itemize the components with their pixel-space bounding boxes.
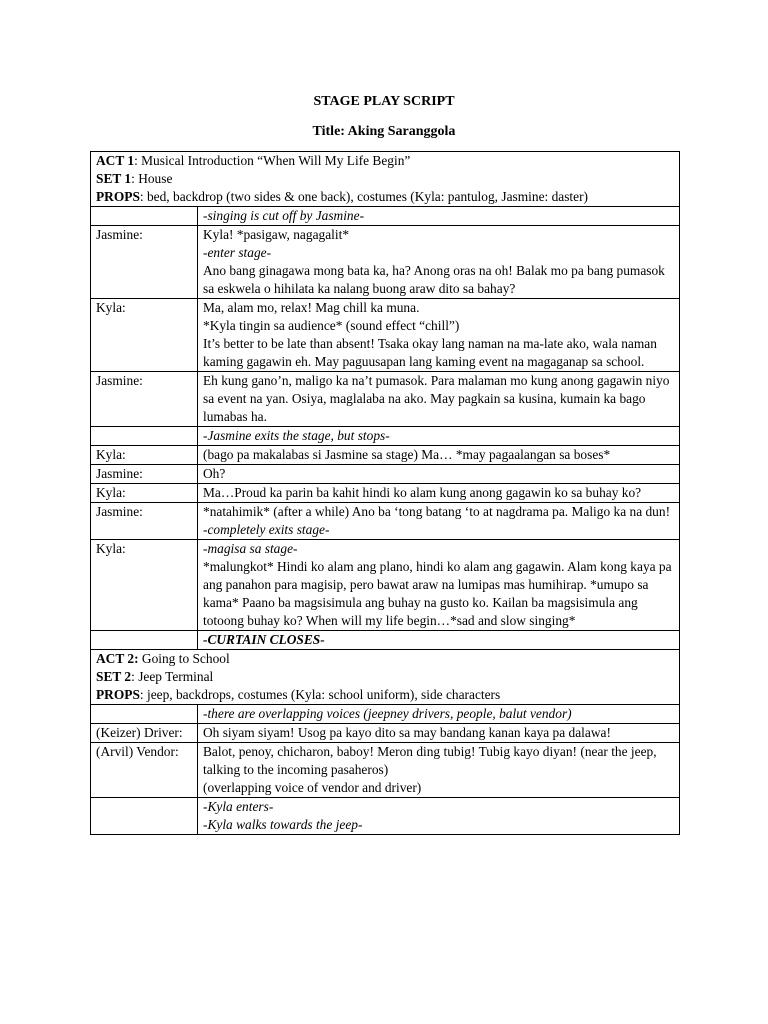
table-row bbox=[91, 427, 680, 446]
table-row bbox=[91, 631, 680, 650]
dialogue-cell bbox=[198, 446, 680, 465]
dialogue-line: Ma, alam mo, relax! Mag chill ka muna. bbox=[203, 300, 420, 315]
act1-header-row bbox=[91, 152, 680, 207]
stage-direction: -there are overlapping voices (jeepney drivers, people, balut vendor) bbox=[203, 706, 572, 721]
dialogue-line: (overlapping voice of vendor and driver) bbox=[203, 780, 422, 795]
stage-direction: -Kyla walks towards the jeep- bbox=[203, 817, 363, 832]
dialogue-cell bbox=[198, 540, 680, 631]
dialogue-line: (bago pa makalabas si Jasmine sa stage) Ma… *may pagaalangan sa boses* bbox=[203, 447, 611, 462]
dialogue-line: Balot, penoy, chicharon, baboy! Meron ding tubig! Tubig kayo diyan! (near the jeep, talking to the incoming pasaheros) bbox=[203, 744, 657, 777]
dialogue-cell bbox=[198, 503, 680, 540]
dialogue-line: Oh? bbox=[203, 466, 226, 481]
props1-text: : bed, backdrop (two sides & one back), costumes (Kyla: pantulog, Jasmine: daster) bbox=[139, 189, 589, 204]
act2-header-row bbox=[91, 650, 680, 705]
act2-label: ACT 2: bbox=[96, 651, 139, 666]
stage-direction: -magisa sa stage- bbox=[203, 541, 298, 556]
curtain-direction: -CURTAIN CLOSES- bbox=[203, 632, 325, 647]
speaker-cell bbox=[91, 631, 198, 650]
stage-direction: -Jasmine exits the stage, but stops- bbox=[203, 428, 390, 443]
stage-direction: -singing is cut off by Jasmine- bbox=[203, 208, 365, 223]
set1-text: : House bbox=[131, 171, 173, 186]
dialogue-cell bbox=[198, 299, 680, 372]
table-row bbox=[91, 705, 680, 724]
speaker-cell bbox=[91, 798, 198, 835]
table-row bbox=[91, 226, 680, 299]
act1-label: ACT 1 bbox=[96, 153, 135, 168]
table-row bbox=[91, 207, 680, 226]
table-row bbox=[91, 372, 680, 427]
dialogue-cell bbox=[198, 226, 680, 299]
table-row bbox=[91, 299, 680, 372]
play-title: Title: Aking Saranggola bbox=[312, 124, 456, 139]
props2-label: PROPS bbox=[96, 687, 140, 702]
document-title: STAGE PLAY SCRIPT bbox=[313, 94, 455, 109]
table-row bbox=[91, 540, 680, 631]
speaker-cell: Kyla: bbox=[91, 540, 198, 631]
act1-text: : Musical Introduction “When Will My Life Begin” bbox=[134, 153, 411, 168]
table-row bbox=[91, 798, 680, 835]
set1-label: SET 1 bbox=[96, 171, 132, 186]
dialogue-line: Kyla! *pasigaw, nagagalit* bbox=[203, 227, 350, 242]
dialogue-cell bbox=[198, 743, 680, 798]
stage-direction: -Kyla enters- bbox=[203, 799, 274, 814]
speaker-cell: Jasmine: bbox=[91, 226, 198, 299]
dialogue-line: Ano bang ginagawa mong bata ka, ha? Anong oras na oh! Balak mo pa bang pumasok sa eskwela o hihilata ka nalang buong araw dito sa bahay? bbox=[203, 263, 665, 296]
props2-text: : jeep, backdrops, costumes (Kyla: school uniform), side characters bbox=[139, 687, 501, 702]
speaker-cell bbox=[91, 427, 198, 446]
dialogue-cell bbox=[198, 465, 680, 484]
dialogue-cell bbox=[198, 484, 680, 503]
dialogue-line: Ma…Proud ka parin ba kahit hindi ko alam kung anong gagawin ko sa buhay ko? bbox=[203, 485, 642, 500]
speaker-cell bbox=[91, 705, 198, 724]
dialogue-line: *natahimik* (after a while) Ano ba ‘tong batang ‘to at nagdrama pa. Maligo ka na dun! bbox=[203, 504, 671, 519]
table-row bbox=[91, 724, 680, 743]
dialogue-cell bbox=[198, 705, 680, 724]
speaker-cell: (Keizer) Driver: bbox=[91, 724, 198, 743]
speaker-cell: Kyla: bbox=[91, 446, 198, 465]
stage-direction: -completely exits stage- bbox=[203, 522, 330, 537]
speaker-cell: (Arvil) Vendor: bbox=[91, 743, 198, 798]
dialogue-line: It’s better to be late than absent! Tsaka okay lang naman na ma-late ako, wala naman kaming gagawin eh. May paguusapan lang kaming event na magaganap sa school. bbox=[203, 336, 657, 369]
table-row bbox=[91, 743, 680, 798]
table-row bbox=[91, 465, 680, 484]
dialogue-line: Eh kung gano’n, maligo ka na’t pumasok. Para malaman mo kung anong gagawin niyo sa event na yan. Osiya, maglalaba na ako. May pagkain sa kusina, kumain ka bago lumabas ha. bbox=[203, 373, 670, 424]
speaker-cell bbox=[91, 207, 198, 226]
dialogue-cell bbox=[198, 798, 680, 835]
speaker-cell: Jasmine: bbox=[91, 372, 198, 427]
dialogue-line: *malungkot* Hindi ko alam ang plano, hindi ko alam ang gagawin. Alam kong kaya pa ang panahon para magisip, pero bawat araw na lumipas mas humihirap. *umupo sa kama* Paano ba magsisimula ang buhay na gusto ko. Kailan ba magsisimula ang totoong buhay ko? When will my life begin…*sad and slow singing* bbox=[203, 559, 672, 628]
act1-header-cell bbox=[91, 152, 680, 207]
table-row bbox=[91, 503, 680, 540]
dialogue-line: *Kyla tingin sa audience* (sound effect “chill”) bbox=[203, 318, 460, 333]
table-row bbox=[91, 446, 680, 465]
set2-text: : Jeep Terminal bbox=[131, 669, 214, 684]
stage-direction: -enter stage- bbox=[203, 245, 272, 260]
set2-label: SET 2 bbox=[96, 669, 132, 684]
dialogue-cell bbox=[198, 372, 680, 427]
dialogue-cell bbox=[198, 724, 680, 743]
props1-label: PROPS bbox=[96, 189, 140, 204]
dialogue-cell bbox=[198, 427, 680, 446]
script-table bbox=[90, 151, 680, 835]
speaker-cell: Jasmine: bbox=[91, 465, 198, 484]
dialogue-cell bbox=[198, 631, 680, 650]
speaker-cell: Kyla: bbox=[91, 299, 198, 372]
act2-header-cell bbox=[91, 650, 680, 705]
speaker-cell: Jasmine: bbox=[91, 503, 198, 540]
table-row bbox=[91, 484, 680, 503]
dialogue-cell bbox=[198, 207, 680, 226]
dialogue-line: Oh siyam siyam! Usog pa kayo dito sa may bandang kanan kaya pa dalawa! bbox=[203, 725, 611, 740]
speaker-cell: Kyla: bbox=[91, 484, 198, 503]
act2-text: Going to School bbox=[138, 651, 230, 666]
